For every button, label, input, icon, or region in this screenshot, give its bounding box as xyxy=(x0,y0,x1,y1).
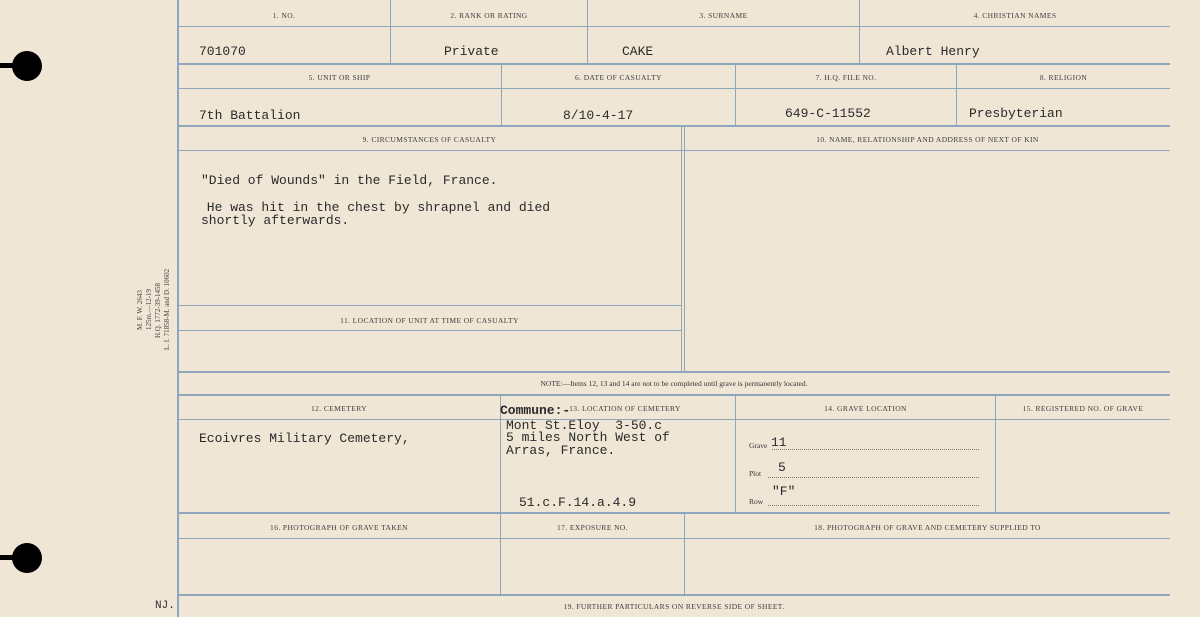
header-photo-supplied: 18. PHOTOGRAPH OF GRAVE AND CEMETERY SUPPLIED TO xyxy=(814,523,1041,532)
header-date: 6. DATE OF CASUALTY xyxy=(575,73,662,82)
footer-further-particulars: 19. FURTHER PARTICULARS ON REVERSE SIDE OF SHEET. xyxy=(563,602,785,611)
header-hq: 7. H.Q. FILE NO. xyxy=(815,73,877,82)
row-value: "F" xyxy=(772,484,796,499)
circumstances-line2: He was hit in the chest by shrapnel and died xyxy=(199,200,551,215)
header-christian: 4. CHRISTIAN NAMES xyxy=(973,11,1057,20)
header-photo-taken: 16. PHOTOGRAPH OF GRAVE TAKEN xyxy=(270,523,408,532)
punch-hole-top-bar xyxy=(0,63,20,68)
plot-value: 5 xyxy=(778,460,786,475)
note-text: NOTE:—Items 12, 13 and 14 are not to be completed until grave is permanently located. xyxy=(540,379,808,388)
header-no: 1. NO. xyxy=(272,11,296,20)
row-label: Row xyxy=(749,497,764,506)
side-print-line2: 125m.—12-19 xyxy=(145,288,153,330)
header-unit: 5. UNIT OR SHIP xyxy=(308,73,371,82)
location-line3: Arras, France. xyxy=(506,443,616,458)
date-value: 8/10-4-17 xyxy=(563,108,634,123)
service-number: 701070 xyxy=(199,44,246,59)
side-print-line1: M. F. W. 2643 xyxy=(136,290,144,330)
header-exposure: 17. EXPOSURE NO. xyxy=(557,523,628,532)
commune-label: Commune:- xyxy=(500,403,571,418)
location-line2: 5 miles North West of xyxy=(506,430,670,445)
header-grave-location: 14. GRAVE LOCATION xyxy=(824,404,907,413)
header-rank: 2. RANK OR RATING xyxy=(450,11,528,20)
header-cemetery: 12. CEMETERY xyxy=(310,404,368,413)
header-location-cemetery: 13. LOCATION OF CEMETERY xyxy=(569,404,681,413)
header-next-of-kin: 10. NAME, RELATIONSHIP AND ADDRESS OF NEXT OF KIN xyxy=(816,135,1039,144)
side-print-line4: L. I. 71858-M. and D. 10602 xyxy=(163,268,171,350)
side-print-line3: H.Q. 1772-39-1458 xyxy=(154,282,162,338)
punch-hole-bottom-bar xyxy=(0,555,20,560)
surname-value: CAKE xyxy=(622,44,654,59)
unit-value: 7th Battalion xyxy=(199,108,301,123)
cemetery-value: Ecoivres Military Cemetery, xyxy=(199,431,410,446)
map-reference: 51.c.F.14.a.4.9 xyxy=(519,495,637,510)
plot-label: Plot xyxy=(749,469,762,478)
header-surname: 3. SURNAME xyxy=(699,11,748,20)
header-circumstances: 9. CIRCUMSTANCES OF CASUALTY xyxy=(362,135,497,144)
location-line1: Mont St.Eloy 3-50.c xyxy=(506,418,663,433)
header-registered-no: 15. REGISTERED NO. OF GRAVE xyxy=(1022,404,1144,413)
header-location-unit: 11. LOCATION OF UNIT AT TIME OF CASUALTY xyxy=(340,316,519,325)
christian-names-value: Albert Henry xyxy=(886,44,980,59)
header-religion: 8. RELIGION xyxy=(1039,73,1088,82)
grave-label: Grave xyxy=(749,441,768,450)
corner-mark: NJ. xyxy=(155,600,175,612)
grave-value: 11 xyxy=(771,435,787,450)
circumstances-line1: "Died of Wounds" in the Field, France. xyxy=(201,173,498,188)
circumstances-line3: shortly afterwards. xyxy=(201,213,350,228)
hq-file-value: 649-C-11552 xyxy=(785,106,871,121)
religion-value: Presbyterian xyxy=(969,106,1063,121)
rank-value: Private xyxy=(444,44,499,59)
